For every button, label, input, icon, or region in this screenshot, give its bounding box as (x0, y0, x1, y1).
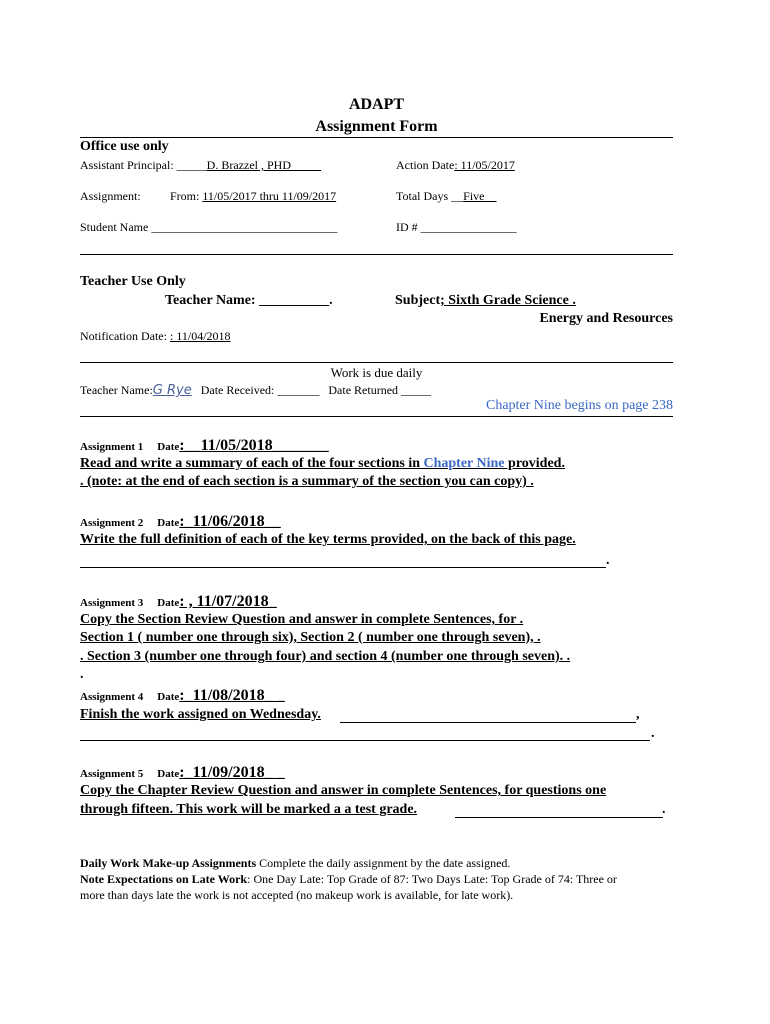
assignment-2-header (80, 513, 281, 531)
notification-label: Notification Date: (80, 329, 170, 343)
assignment-2-date-label: Date (157, 517, 180, 529)
teacher-name-label: Teacher Name (80, 383, 150, 397)
assignment-5-date: :_11/09/2018_ _ (179, 764, 285, 781)
assignment-1-text: Read and write a summary of each of the four sections in (80, 456, 424, 471)
work-due-text: Work is due daily (330, 365, 423, 380)
chapter-nine-link[interactable]: Chapter Nine (423, 456, 505, 471)
assignment-4-date-label: Date (157, 691, 180, 703)
assignment-1-date: :__11/05/2018_______ (179, 437, 329, 454)
teacher-name-field[interactable]: Teacher Name: __________. (165, 293, 333, 308)
subject-value: ; Sixth Grade Science . (440, 293, 576, 308)
blank-line (455, 817, 663, 818)
subject-label: Subject (395, 293, 441, 308)
assignment-3-line1: Copy the Section Review Question and answer in complete Sentences, for . (80, 612, 524, 627)
assignment-4-header (80, 687, 285, 705)
id-field[interactable]: ID # ________________ (396, 220, 517, 234)
assignment-4-label: Assignment 4 (80, 691, 144, 703)
form-title: ADAPT (348, 96, 405, 113)
from-row (170, 189, 336, 204)
from-value: 11/05/2017 thru 11/09/2017 (202, 189, 337, 203)
assignment-2-date: :_11/06/2018__ (179, 513, 281, 530)
assignment-1-label: Assignment 1 (80, 441, 144, 453)
blank-line (80, 740, 650, 741)
action-date-row (396, 158, 515, 173)
student-name-field[interactable]: Student Name _______________________________ (80, 220, 338, 234)
date-received-field[interactable]: Date Received: _______ (200, 383, 320, 397)
makeup-note-text: Complete the daily assignment by the date assigned. (256, 856, 511, 870)
assignment-5-line2-end: . (662, 802, 666, 817)
assignment-5-header (80, 764, 285, 782)
assignment-2-line1: Write the full definition of each of the key terms provided, on the back of this page. (80, 532, 576, 547)
assignment-5-date-label: Date (157, 768, 180, 780)
notification-value: : 11/04/2018 (169, 329, 231, 343)
assignment-3-label: Assignment 3 (80, 597, 144, 609)
teacher-heading: Teacher Use Only (80, 274, 186, 289)
divider (80, 254, 673, 255)
office-heading: Office use only (80, 139, 169, 154)
blank-line (80, 567, 606, 568)
subject-row (395, 293, 576, 309)
action-date-value: : 11/05/2017 (454, 158, 515, 172)
total-days-label: Total Days __ (396, 189, 464, 203)
assignment-2-label: Assignment 2 (80, 517, 144, 529)
blank-line (340, 722, 636, 723)
teacher-signature: G Rye (152, 383, 192, 398)
late-work-text-2: more than days late the work is not accepted (no makeup work is available, for late work). (80, 888, 514, 902)
action-date-label: Action Date (396, 158, 455, 172)
divider (80, 416, 673, 417)
assistant-principal-value: D. Brazzel , PHD_____ (206, 158, 321, 172)
divider (80, 362, 673, 363)
late-work-text: : One Day Late: Top Grade of 87: Two Days Late: Top Grade of 74: Three or (247, 872, 617, 886)
total-days-value: Five__ (463, 189, 497, 203)
assignment-1-date-label: Date (157, 441, 180, 453)
chapter-note: Chapter Nine begins on page 238 (485, 398, 673, 413)
assignment-3-line3: . Section 3 (number one through four) and section 4 (number one through seven). . (80, 649, 571, 664)
total-days-row (396, 189, 497, 204)
late-work-heading: Note Expectations on Late Work (80, 872, 248, 886)
date-returned-field[interactable]: Date Returned _____ (328, 383, 432, 397)
form-subtitle: Assignment Form (315, 118, 438, 135)
assignment-1-text-end: provided. (504, 456, 565, 471)
assignment-3-date: : , 11/07/2018_ (179, 593, 277, 610)
assignment-4-line2: . (651, 726, 655, 741)
assistant-principal-label: Assistant Principal: _____ (80, 158, 207, 172)
makeup-note-heading: Daily Work Make-up Assignments (80, 856, 257, 870)
late-work-note (80, 872, 617, 887)
assignment-1-line2: . (note: at the end of each section is a summary of the section you can copy) . (80, 474, 534, 489)
assignment-1-header (80, 437, 329, 455)
assistant-principal-row (80, 158, 321, 173)
subject-line2: Energy and Resources (539, 311, 673, 326)
makeup-note (80, 856, 510, 871)
assignment-4-date: :_11/08/2018_ _ (179, 687, 285, 704)
assignment-5-line1: Copy the Chapter Review Question and answer in complete Sentences, for questions one (80, 783, 607, 798)
assignment-3-date-label: Date (157, 597, 180, 609)
assignment-2-line2: . (606, 553, 610, 568)
assignment-4-line1: Finish the work assigned on Wednesday. (80, 707, 321, 722)
assignment-3-line4: . (80, 667, 84, 682)
assignment-3-line2: Section 1 ( number one through six), Section 2 ( number one through seven), . (80, 630, 541, 645)
teacher-name-row: Teacher Name:G Rye Date Received: _______ Date Returned _____ (80, 383, 432, 398)
assignment-3-header (80, 593, 277, 611)
notification-row (80, 329, 231, 344)
assignment-label: Assignment: (80, 189, 141, 203)
assignment-4-line1-end: , (636, 707, 640, 722)
divider (80, 137, 673, 138)
assignment-5-label: Assignment 5 (80, 768, 144, 780)
assignment-5-line2: through fifteen. This work will be marked a a test grade. (80, 802, 418, 817)
from-label: From: (170, 189, 203, 203)
assignment-1-line1 (80, 456, 565, 472)
